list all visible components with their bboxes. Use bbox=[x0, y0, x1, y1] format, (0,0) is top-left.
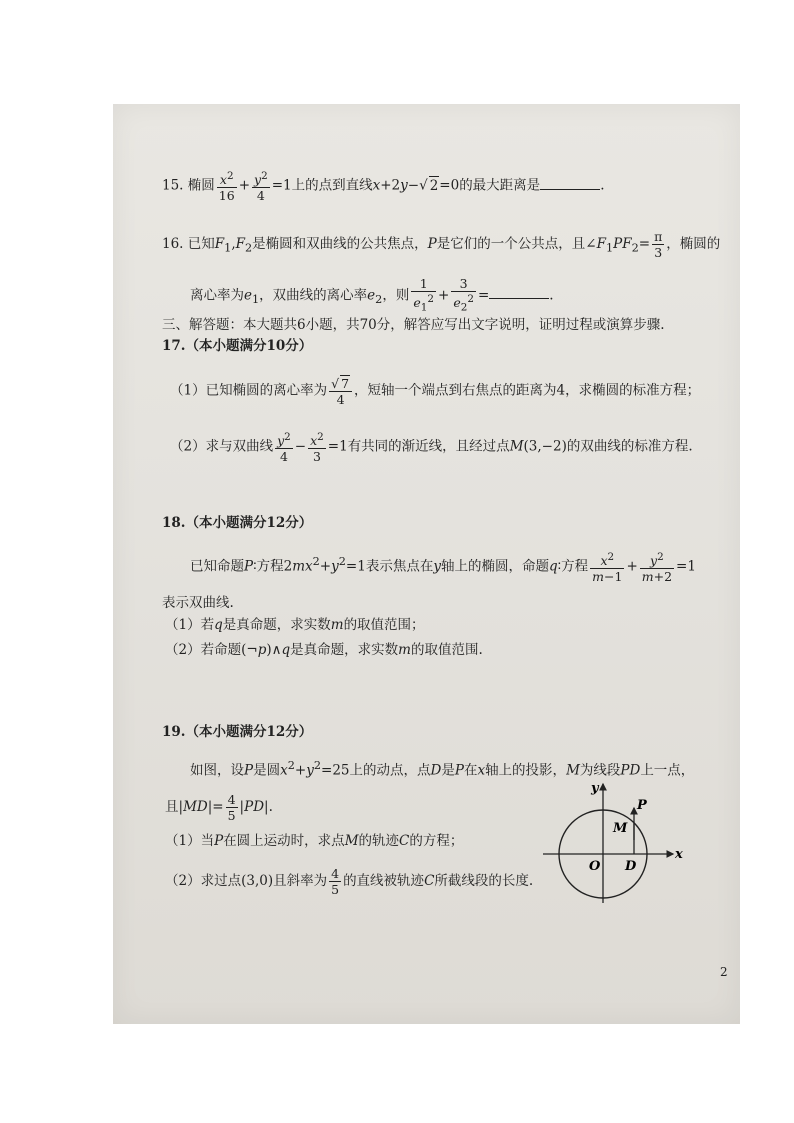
question-19-part1: （1）当P在圆上运动时，求点M的轨迹C的方程； bbox=[165, 833, 464, 849]
section-heading: 三、解答题：本大题共6小题，共70分，解答应写出文字说明，证明过程或演算步骤. bbox=[162, 317, 665, 333]
question-17-title: 17.（本小题满分10分） bbox=[162, 338, 313, 354]
circle-figure bbox=[535, 778, 685, 908]
label-d: D bbox=[625, 859, 637, 874]
page-number: 2 bbox=[720, 965, 728, 979]
question-18-line2: 表示双曲线. bbox=[162, 595, 234, 611]
question-18-line1: 已知命题P∶方程$2mx^2+y^2=1$表示焦点在y轴上的椭圆，命题q∶方程 $\frac{x^2}{m-1}$ + $\frac{y^2}{m+2}$ =1 bbox=[190, 551, 696, 585]
question-19-line2: 且|MD|= $\frac{4}{5}$ |PD|. bbox=[165, 792, 273, 823]
question-18-part1: （1）若q是真命题，求实数m的取值范围； bbox=[165, 617, 425, 633]
question-17-part2: （2）求与双曲线 $\frac{y^2}{4}$ − $\frac{x^2}{3}$ =1有共同的渐近线，且经过点M(3,−2)的双曲线的标准方程. bbox=[170, 431, 693, 465]
question-17-part1: （1）已知椭圆的离心率为 $\frac{√ 7}{4}$ ，短轴一个端点到右焦点的距离为4，求椭圆的标准方程； bbox=[170, 376, 701, 407]
label-m: M bbox=[613, 821, 628, 836]
label-p: P bbox=[637, 798, 647, 813]
question-16-line2: 离心率为$e_1$，双曲线的离心率$e_2$，则 $\frac{1}{e_1^2}$ + $\frac{3}{e_2^2}$ = . bbox=[190, 276, 554, 314]
question-19-part2: （2）求过点(3,0)且斜率为 $\frac{4}{5}$ 的直线被轨迹C所截线段的长度. bbox=[165, 866, 534, 897]
question-16-line1: 16. 已知$F_1,F_2$是椭圆和双曲线的公共焦点，P是它们的一个公共点，且$\angle F_1PF_2=$ $\frac{\pi}{3}$ ，椭圆的 bbox=[162, 229, 721, 260]
question-19-title: 19.（本小题满分12分） bbox=[162, 724, 313, 740]
label-x: x bbox=[675, 847, 683, 862]
question-15: 15. 椭圆 $\frac{x^2}{16}$ + $\frac{y^2}{4}$ =1上的点到直线x+2y−√ 2=0的最大距离是 . bbox=[162, 170, 605, 204]
answer-blank[interactable] bbox=[540, 177, 600, 190]
question-18-part2: （2）若命题(¬p)∧q是真命题，求实数m的取值范围. bbox=[165, 642, 483, 658]
label-o: O bbox=[589, 859, 601, 874]
question-18-title: 18.（本小题满分12分） bbox=[162, 515, 313, 531]
question-19-line1: 如图，设P是圆$x^2+y^2=25$上的动点，点D是P在x轴上的投影，M为线段PD上一点， bbox=[190, 759, 695, 779]
label-y: y bbox=[591, 781, 599, 796]
answer-blank[interactable] bbox=[489, 286, 549, 299]
